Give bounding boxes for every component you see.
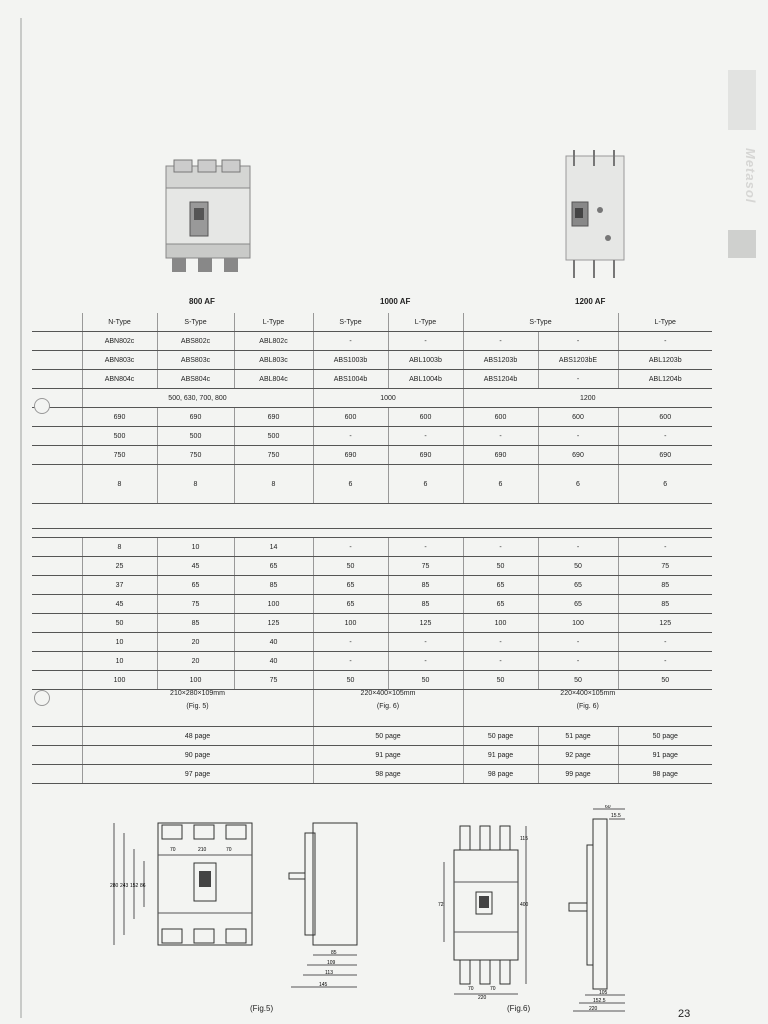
table-row-breaking-8 xyxy=(32,671,712,690)
dimension-size: 220×400×105mm xyxy=(560,690,616,697)
table-cell: ABS1003b xyxy=(313,351,388,370)
frame-title-1000af: 1000 AF xyxy=(380,297,411,306)
table-cell: 45 xyxy=(157,557,234,576)
product-image-800af xyxy=(160,158,256,278)
table-cell: ABL804c xyxy=(234,370,313,389)
table-cell: ABS1204b xyxy=(463,370,538,389)
table-cell: - xyxy=(618,538,712,557)
row-label xyxy=(32,633,82,652)
table-cell: 8 xyxy=(157,465,234,504)
table-cell: 75 xyxy=(388,557,463,576)
table-cell: 14 xyxy=(234,538,313,557)
table-cell: 50 xyxy=(538,671,618,690)
binder-hole xyxy=(34,398,50,414)
table-row-pages-2 xyxy=(32,746,712,765)
fig6-side-dim: 60 xyxy=(605,805,611,810)
table-cell: 20 xyxy=(157,633,234,652)
page-ref: 97 page xyxy=(82,765,313,784)
table-cell: - xyxy=(388,427,463,446)
table-cell: - xyxy=(463,652,538,671)
table-cell: 690 xyxy=(82,408,157,427)
table-cell: - xyxy=(463,538,538,557)
type-header: L-Type xyxy=(618,313,712,332)
table-cell: 85 xyxy=(234,576,313,595)
table-cell: ABL1004b xyxy=(388,370,463,389)
table-cell: 75 xyxy=(157,595,234,614)
table-cell: 40 xyxy=(234,652,313,671)
table-cell: - xyxy=(618,652,712,671)
table-row-type-header xyxy=(32,313,712,332)
table-cell: ABS1004b xyxy=(313,370,388,389)
side-tab-marker xyxy=(728,230,756,258)
table-row-breaking-6 xyxy=(32,633,712,652)
table-cell: 65 xyxy=(234,557,313,576)
table-cell: 125 xyxy=(388,614,463,633)
dimension-figure-ref: (Fig. 5) xyxy=(186,703,209,710)
table-cell: - xyxy=(463,427,538,446)
dimension-cell xyxy=(82,690,313,727)
table-cell: ABL1204b xyxy=(618,370,712,389)
table-row-model-4p xyxy=(32,370,712,389)
table-row-pages-1 xyxy=(32,727,712,746)
table-cell: 50 xyxy=(82,614,157,633)
fig5-caption: (Fig.5) xyxy=(250,1004,274,1013)
fig5-front-drawing xyxy=(108,815,260,955)
table-cell: 6 xyxy=(618,465,712,504)
type-header: S-Type xyxy=(463,313,618,332)
table-cell: 1000 xyxy=(313,389,463,408)
table-cell: - xyxy=(538,633,618,652)
row-label xyxy=(32,652,82,671)
spacer-cell xyxy=(32,529,712,538)
row-label xyxy=(32,351,82,370)
table-cell: 65 xyxy=(463,576,538,595)
row-label xyxy=(32,313,82,332)
fig6-front-dim: 400 xyxy=(520,902,529,908)
table-cell: 10 xyxy=(157,538,234,557)
fig5-side-dim: 85 xyxy=(331,950,337,956)
table-cell: 500 xyxy=(157,427,234,446)
table-row-breaking-3 xyxy=(32,576,712,595)
table-cell: ABS803c xyxy=(157,351,234,370)
table-cell: 600 xyxy=(463,408,538,427)
table-row-breaking-5 xyxy=(32,614,712,633)
fig6-front-dim: 70 xyxy=(490,986,496,992)
table-cell: - xyxy=(538,538,618,557)
fig6-front-dim: 70 xyxy=(468,986,474,992)
table-cell: 690 xyxy=(388,446,463,465)
table-row-voltage-1 xyxy=(32,408,712,427)
table-cell: 750 xyxy=(234,446,313,465)
table-cell: 8 xyxy=(82,465,157,504)
table-cell: ABN803c xyxy=(82,351,157,370)
table-cell: 100 xyxy=(82,671,157,690)
table-cell: 45 xyxy=(82,595,157,614)
table-cell: 100 xyxy=(463,614,538,633)
table-cell: ABS1203b xyxy=(463,351,538,370)
table-cell: - xyxy=(388,652,463,671)
fig5-front-dim: 210 xyxy=(198,847,207,853)
table-row-voltage-2 xyxy=(32,427,712,446)
table-cell: 600 xyxy=(618,408,712,427)
table-cell: 10 xyxy=(82,652,157,671)
table-cell: 10 xyxy=(82,633,157,652)
table-cell: - xyxy=(538,370,618,389)
page-ref: 91 page xyxy=(313,746,463,765)
table-cell: 25 xyxy=(82,557,157,576)
table-cell: - xyxy=(388,633,463,652)
table-cell: 100 xyxy=(538,614,618,633)
type-header: L-Type xyxy=(234,313,313,332)
fig6-side-dim: 220 xyxy=(589,1006,598,1012)
table-cell: ABN802c xyxy=(82,332,157,351)
table-cell: - xyxy=(618,633,712,652)
table-cell: 50 xyxy=(538,557,618,576)
page-ref: 90 page xyxy=(82,746,313,765)
type-header: S-Type xyxy=(313,313,388,332)
table-row-voltage-3 xyxy=(32,446,712,465)
spec-table xyxy=(32,313,712,784)
page-left-edge xyxy=(20,18,22,1018)
side-tab-block xyxy=(728,70,756,130)
table-cell: ABL1003b xyxy=(388,351,463,370)
fig6-front-drawing xyxy=(438,822,536,1000)
section-side-tab xyxy=(722,70,756,260)
table-cell: 600 xyxy=(313,408,388,427)
table-cell: 750 xyxy=(82,446,157,465)
table-cell: 6 xyxy=(313,465,388,504)
page-ref: 48 page xyxy=(82,727,313,746)
table-row-pages-3 xyxy=(32,765,712,784)
fig5-front-dim: 243 xyxy=(120,883,129,889)
table-cell: 40 xyxy=(234,633,313,652)
dimension-size: 220×400×105mm xyxy=(360,690,416,697)
table-cell: 690 xyxy=(313,446,388,465)
page-ref: 91 page xyxy=(618,746,712,765)
fig5-front-dim: 86 xyxy=(140,883,146,889)
table-row-spacer xyxy=(32,529,712,538)
table-cell: 6 xyxy=(463,465,538,504)
page-ref: 99 page xyxy=(538,765,618,784)
fig6-side-dim: 15.5 xyxy=(611,813,621,819)
table-cell: ABS804c xyxy=(157,370,234,389)
table-row-dimensions xyxy=(32,690,712,727)
table-cell: - xyxy=(463,332,538,351)
table-cell: 690 xyxy=(618,446,712,465)
table-cell: 100 xyxy=(313,614,388,633)
dimension-figure-ref: (Fig. 6) xyxy=(376,703,400,710)
table-row-spacer xyxy=(32,504,712,529)
table-cell: - xyxy=(313,538,388,557)
table-cell: - xyxy=(388,332,463,351)
page-ref: 51 page xyxy=(538,727,618,746)
table-cell: 100 xyxy=(234,595,313,614)
table-cell: 65 xyxy=(313,576,388,595)
table-cell: 8 xyxy=(82,538,157,557)
table-cell: 65 xyxy=(538,595,618,614)
table-cell: ABS1203bE xyxy=(538,351,618,370)
table-cell: 65 xyxy=(313,595,388,614)
table-cell: 85 xyxy=(388,576,463,595)
page-ref: 50 page xyxy=(618,727,712,746)
row-label xyxy=(32,727,82,746)
type-header: L-Type xyxy=(388,313,463,332)
type-header: N-Type xyxy=(82,313,157,332)
row-label xyxy=(32,332,82,351)
table-cell: 690 xyxy=(463,446,538,465)
table-cell: 600 xyxy=(388,408,463,427)
product-image-1200af xyxy=(560,150,630,278)
row-label xyxy=(32,557,82,576)
fig6-front-dim: 72 xyxy=(438,902,444,908)
table-cell: - xyxy=(313,332,388,351)
table-cell: 75 xyxy=(234,671,313,690)
row-label xyxy=(32,746,82,765)
table-cell: 690 xyxy=(538,446,618,465)
table-cell: 65 xyxy=(157,576,234,595)
binder-hole xyxy=(34,690,50,706)
table-cell: - xyxy=(388,538,463,557)
row-label xyxy=(32,370,82,389)
table-cell: - xyxy=(313,427,388,446)
table-cell: 100 xyxy=(157,671,234,690)
table-row-rated-current xyxy=(32,389,712,408)
dimension-size: 210×280×109mm xyxy=(170,690,225,697)
table-cell: 500, 630, 700, 800 xyxy=(82,389,313,408)
table-cell: 85 xyxy=(618,595,712,614)
table-row-impulse xyxy=(32,465,712,504)
table-cell: 6 xyxy=(538,465,618,504)
page-ref: 50 page xyxy=(313,727,463,746)
table-row-breaking-4 xyxy=(32,595,712,614)
frame-title-800af: 800 AF xyxy=(189,297,215,306)
fig5-front-dim: 70 xyxy=(226,847,232,853)
table-cell: 85 xyxy=(618,576,712,595)
table-cell: - xyxy=(618,427,712,446)
table-cell: 690 xyxy=(157,408,234,427)
fig6-front-dim: 220 xyxy=(478,995,487,1000)
fig6-side-dim: 105 xyxy=(599,990,608,996)
row-label xyxy=(32,427,82,446)
page-number: 23 xyxy=(678,1008,691,1020)
table-cell: ABS802c xyxy=(157,332,234,351)
table-row-model-3p xyxy=(32,351,712,370)
row-label xyxy=(32,446,82,465)
table-cell: 500 xyxy=(82,427,157,446)
table-cell: ABN804c xyxy=(82,370,157,389)
row-label xyxy=(32,576,82,595)
fig5-side-dim: 109 xyxy=(327,960,336,966)
type-header: S-Type xyxy=(157,313,234,332)
table-cell: 125 xyxy=(234,614,313,633)
table-row-breaking-7 xyxy=(32,652,712,671)
row-label xyxy=(32,765,82,784)
table-cell: 500 xyxy=(234,427,313,446)
table-cell: 125 xyxy=(618,614,712,633)
page-ref: 98 page xyxy=(313,765,463,784)
row-label xyxy=(32,671,82,690)
fig5-side-drawing xyxy=(285,815,365,1000)
fig5-front-dim: 70 xyxy=(170,847,176,853)
table-cell: 75 xyxy=(618,557,712,576)
table-cell: ABL803c xyxy=(234,351,313,370)
fig5-front-dim: 280 xyxy=(110,883,119,889)
table-cell: 600 xyxy=(538,408,618,427)
page-ref: 50 page xyxy=(463,727,538,746)
table-cell: - xyxy=(463,633,538,652)
table-row-model-2p xyxy=(32,332,712,351)
table-cell: 50 xyxy=(463,671,538,690)
table-cell: 50 xyxy=(618,671,712,690)
table-cell: - xyxy=(538,652,618,671)
table-cell: ABL802c xyxy=(234,332,313,351)
page-ref: 91 page xyxy=(463,746,538,765)
page-ref: 98 page xyxy=(618,765,712,784)
table-cell: ABL1203b xyxy=(618,351,712,370)
page-ref: 98 page xyxy=(463,765,538,784)
table-cell: - xyxy=(618,332,712,351)
table-cell: 1200 xyxy=(463,389,712,408)
table-cell: - xyxy=(538,427,618,446)
table-cell: 6 xyxy=(388,465,463,504)
dimension-cell xyxy=(463,690,712,727)
fig6-side-dim: 152.5 xyxy=(593,998,606,1004)
fig6-front-dim: 115 xyxy=(520,836,528,842)
page-ref: 92 page xyxy=(538,746,618,765)
table-cell: 65 xyxy=(538,576,618,595)
table-cell: 20 xyxy=(157,652,234,671)
table-cell: 50 xyxy=(388,671,463,690)
table-cell: 85 xyxy=(157,614,234,633)
side-tab-label: Metasol xyxy=(743,148,758,204)
table-cell: 750 xyxy=(157,446,234,465)
row-label xyxy=(32,614,82,633)
table-cell: 85 xyxy=(388,595,463,614)
table-cell: 690 xyxy=(234,408,313,427)
table-cell: 8 xyxy=(234,465,313,504)
table-cell: 37 xyxy=(82,576,157,595)
spacer-cell xyxy=(32,504,712,529)
table-row-breaking-1 xyxy=(32,538,712,557)
row-label xyxy=(32,538,82,557)
row-label xyxy=(32,595,82,614)
dimension-cell xyxy=(313,690,463,727)
row-label xyxy=(32,465,82,504)
table-cell: 50 xyxy=(313,557,388,576)
table-cell: - xyxy=(313,652,388,671)
fig5-front-dim: 152 xyxy=(130,883,139,889)
fig5-side-dim: 145 xyxy=(319,982,328,988)
fig6-side-drawing xyxy=(565,805,635,1017)
fig6-caption: (Fig.6) xyxy=(507,1004,531,1013)
table-cell: - xyxy=(538,332,618,351)
table-row-breaking-2 xyxy=(32,557,712,576)
fig5-side-dim: 113 xyxy=(325,970,333,976)
table-cell: 65 xyxy=(463,595,538,614)
table-cell: 50 xyxy=(313,671,388,690)
table-cell: 50 xyxy=(463,557,538,576)
frame-title-1200af: 1200 AF xyxy=(575,297,606,306)
table-cell: - xyxy=(313,633,388,652)
dimension-figure-ref: (Fig. 6) xyxy=(576,703,599,710)
